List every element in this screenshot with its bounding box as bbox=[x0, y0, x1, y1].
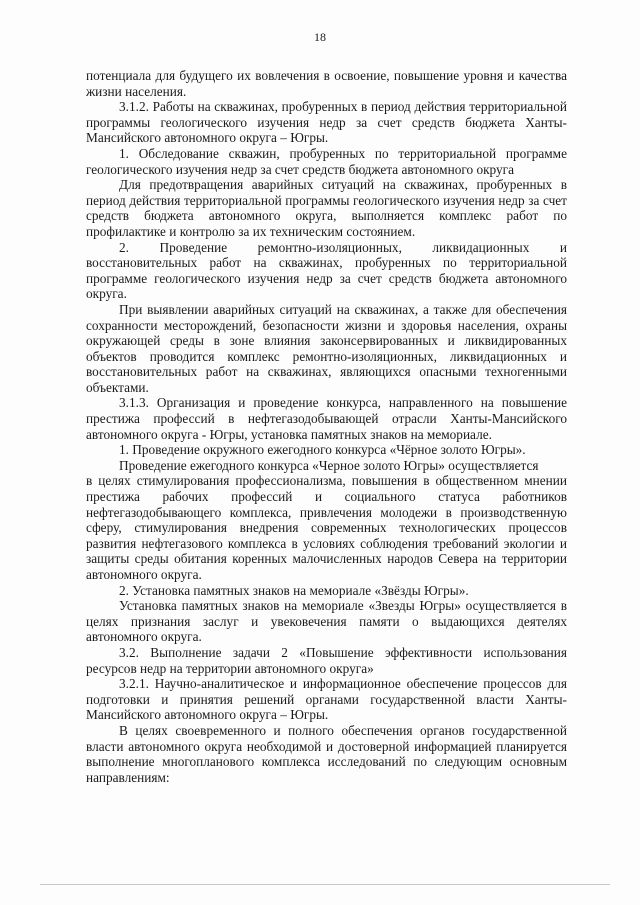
paragraph-7: 3.1.3. Организация и проведение конкурса, направленного на повышение престижа профессий в нефтегазодобывающей отрасли Ханты-Мансийского автономного округа - Югры, установка памятных знаков на мемориале. bbox=[86, 395, 567, 442]
paragraph-12: Установка памятных знаков на мемориале «Звезды Югры» осуществляется в целях признания заслуг и увековечения памяти о выдающихся деятелях автономного округа. bbox=[86, 598, 567, 645]
paragraph-4: Для предотвращения аварийных ситуаций на скважинах, пробуренных в период действия территориальной программы геологического изучения недр за счет средств бюджета автономного округа, выполняется комплекс работ по профилактике и контролю за их техническим состоянием. bbox=[86, 177, 567, 239]
document-body bbox=[86, 68, 567, 785]
paragraph-1: потенциала для будущего их вовлечения в освоение, повышение уровня и качества жизни населения. bbox=[86, 68, 567, 99]
paragraph-3: 1. Обследование скважин, пробуренных по территориальной программе геологического изучения недр за счет средств бюджета автономного округа bbox=[86, 145, 567, 177]
paragraph-5: 2. Проведение ремонтно-изоляционных, ликвидационных и восстановительных работ на скважинах, пробуренных по территориальной программе геологического изучения недр за счет средств бюджета автономного округа. bbox=[86, 239, 567, 302]
paragraph-2: 3.1.2. Работы на скважинах, пробуренных в период действия территориальной программы геологического изучения недр за счет средств бюджета Ханты-Мансийского автономного округа – Югры. bbox=[86, 99, 567, 146]
paragraph-8: 1. Проведение окружного ежегодного конкурса «Чёрное золото Югры». bbox=[119, 442, 526, 458]
paragraph-15: В целях своевременного и полного обеспечения органов государственной власти автономного округа необходимой и достоверной информацией планируется выполнение многопланового комплекса исследований по следующим основным направлениям: bbox=[86, 722, 567, 785]
paragraph-10: в целях стимулирования профессионализма, повышения в общественном мнении престижа рабочих профессий и социального статуса работников нефтегазодобывающего комплекса, привлечения молодежи в производственную сферу, стимулирования внедрения современных технологических процессов развития нефтегазового комплекса в условиях соблюдения требований экологии и защиты среды обитания коренных малочисленных народов Севера на территории автономного округа. bbox=[86, 473, 567, 582]
paragraph-13: 3.2. Выполнение задачи 2 «Повышение эффективности использования ресурсов недр на территории автономного округа» bbox=[86, 644, 567, 676]
scan-edge-divider bbox=[40, 884, 610, 885]
paragraph-11: 2. Установка памятных знаков на мемориале «Звёзды Югры». bbox=[119, 582, 469, 598]
paragraph-6: При выявлении аварийных ситуаций на скважинах, а также для обеспечения сохранности месторождений, безопасности жизни и здоровья населения, охраны окружающей среды в зоне влияния законсервированных и ликвидированных объектов проводится комплекс ремонтно-изоляционных, ликвидационных и восстановительных работ на скважинах, являющихся опасными техногенными объектами. bbox=[86, 301, 567, 395]
paragraph-14: 3.2.1. Научно-аналитическое и информационное обеспечение процессов для подготовки и принятия решений органами государственной власти Ханты-Мансийского автономного округа – Югры. bbox=[86, 676, 567, 723]
paragraph-9: Проведение ежегодного конкурса «Черное золото Югры» осуществляется bbox=[119, 457, 539, 473]
page-number: 18 bbox=[314, 30, 326, 44]
